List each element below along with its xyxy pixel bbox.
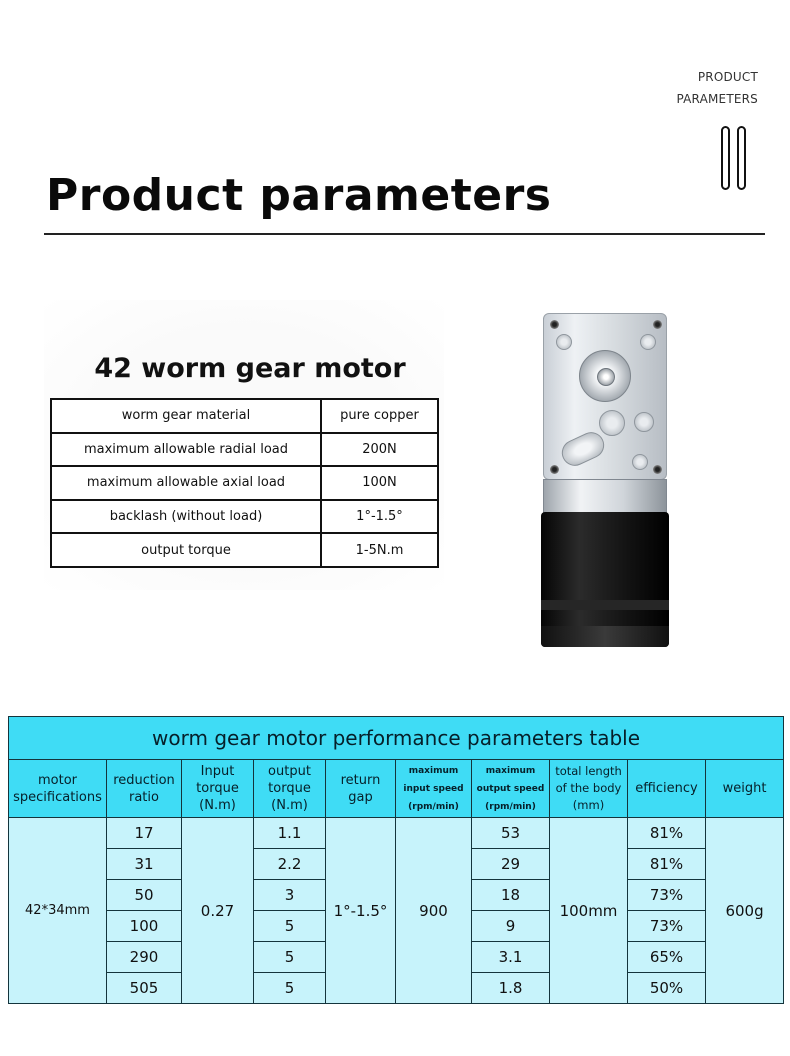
spec-label: backlash (without load) xyxy=(51,500,321,534)
output-speed-cell: 53 xyxy=(472,818,550,849)
output-speed-cell: 9 xyxy=(472,911,550,942)
motor-spec-cell: 42*34mm xyxy=(9,818,107,1004)
ratio-cell: 31 xyxy=(107,849,182,880)
double-bar-icon xyxy=(720,126,750,190)
spec-label: output torque xyxy=(51,533,321,567)
gearbox-housing xyxy=(543,313,667,480)
spec-row xyxy=(51,466,438,500)
performance-table-title: worm gear motor performance parameters table xyxy=(9,717,784,760)
spec-row xyxy=(51,533,438,567)
efficiency-cell: 81% xyxy=(628,818,706,849)
page-title: Product parameters xyxy=(46,170,552,221)
motor-product-image xyxy=(540,313,670,647)
header-weight: weight xyxy=(706,760,784,818)
output-torque-cell: 5 xyxy=(254,911,326,942)
ratio-cell: 50 xyxy=(107,880,182,911)
output-torque-cell: 3 xyxy=(254,880,326,911)
header-total-length: total length of the body (mm) xyxy=(550,760,628,818)
output-shaft xyxy=(597,368,615,386)
efficiency-cell: 73% xyxy=(628,911,706,942)
motor-flange xyxy=(543,479,667,514)
ratio-cell: 505 xyxy=(107,973,182,1004)
header-motor-spec: motor specifications xyxy=(9,760,107,818)
return-gap-cell: 1°-1.5° xyxy=(326,818,396,1004)
efficiency-cell: 50% xyxy=(628,973,706,1004)
spec-label: maximum allowable radial load xyxy=(51,433,321,467)
max-input-speed-cell: 900 xyxy=(396,818,472,1004)
table-row xyxy=(9,818,784,849)
spec-label: worm gear material xyxy=(51,399,321,433)
output-torque-cell: 5 xyxy=(254,973,326,1004)
title-divider xyxy=(44,233,765,235)
header-reduction-ratio: reduction ratio xyxy=(107,760,182,818)
ratio-cell: 100 xyxy=(107,911,182,942)
spec-row xyxy=(51,399,438,433)
spec-table xyxy=(50,398,439,568)
header-max-output-speed: maximum output speed (rpm/min) xyxy=(472,760,550,818)
spec-title: 42 worm gear motor xyxy=(94,353,406,384)
header-output-torque: output torque (N.m) xyxy=(254,760,326,818)
performance-table-header xyxy=(9,760,784,818)
output-speed-cell: 18 xyxy=(472,880,550,911)
total-length-cell: 100mm xyxy=(550,818,628,1004)
output-torque-cell: 5 xyxy=(254,942,326,973)
spec-value: pure copper xyxy=(321,399,438,433)
header-max-input-speed: maximum input speed (rpm/min) xyxy=(396,760,472,818)
input-torque-cell: 0.27 xyxy=(182,818,254,1004)
output-speed-cell: 29 xyxy=(472,849,550,880)
spec-value: 1°-1.5° xyxy=(321,500,438,534)
weight-cell: 600g xyxy=(706,818,784,1004)
header-input-torque: Input torque (N.m) xyxy=(182,760,254,818)
output-torque-cell: 2.2 xyxy=(254,849,326,880)
output-torque-cell: 1.1 xyxy=(254,818,326,849)
spec-row xyxy=(51,500,438,534)
header-return-gap: return gap xyxy=(326,760,396,818)
efficiency-cell: 81% xyxy=(628,849,706,880)
header-efficiency: efficiency xyxy=(628,760,706,818)
stepper-motor-body xyxy=(541,512,669,647)
section-tag-line1: PRODUCT xyxy=(697,70,758,84)
section-tag-line2: PARAMETERS xyxy=(676,92,758,106)
output-speed-cell: 1.8 xyxy=(472,973,550,1004)
efficiency-cell: 73% xyxy=(628,880,706,911)
section-tag xyxy=(676,66,758,110)
spec-value: 100N xyxy=(321,466,438,500)
ratio-cell: 17 xyxy=(107,818,182,849)
spec-row xyxy=(51,433,438,467)
output-speed-cell: 3.1 xyxy=(472,942,550,973)
efficiency-cell: 65% xyxy=(628,942,706,973)
performance-table xyxy=(8,716,784,1004)
spec-value: 1-5N.m xyxy=(321,533,438,567)
spec-value: 200N xyxy=(321,433,438,467)
spec-label: maximum allowable axial load xyxy=(51,466,321,500)
performance-table-wrapper xyxy=(8,716,783,1003)
ratio-cell: 290 xyxy=(107,942,182,973)
